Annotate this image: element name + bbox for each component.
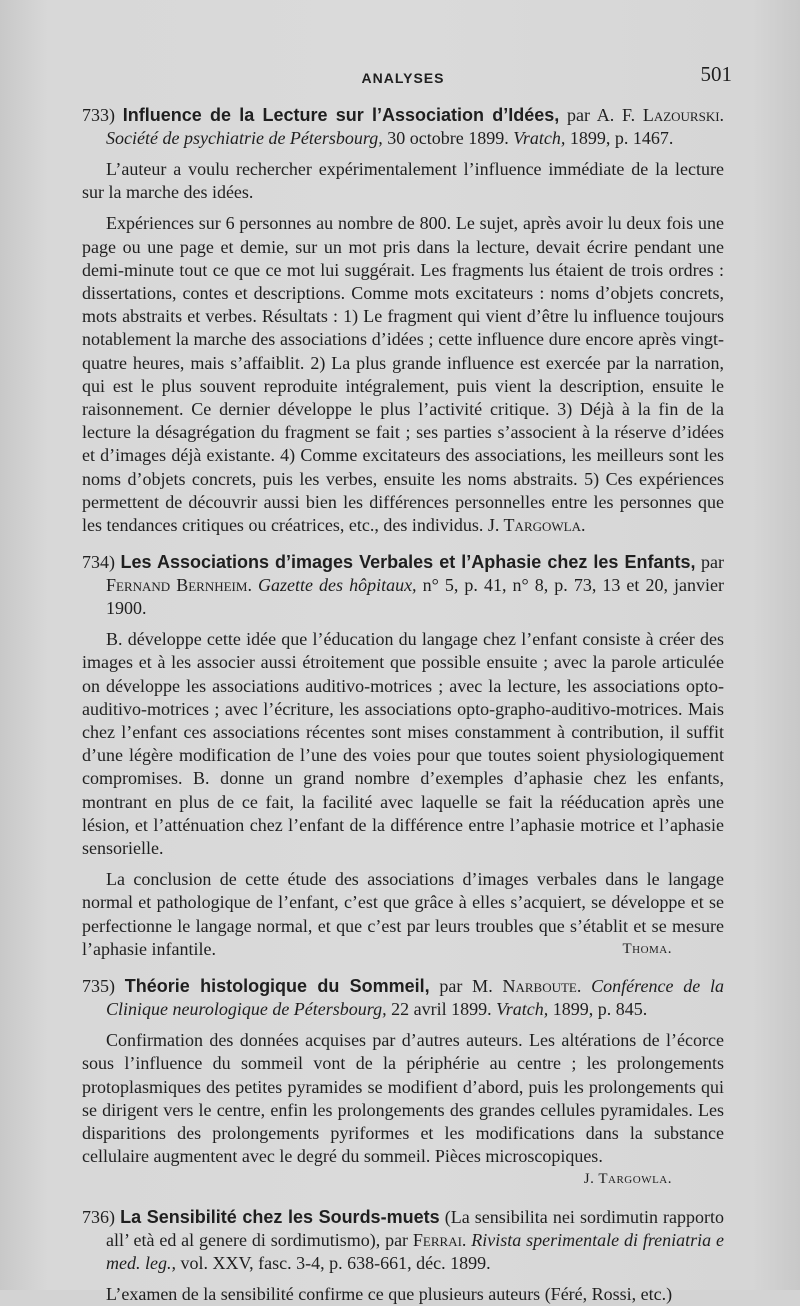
entry-source-detail: 30 octobre 1899. — [387, 128, 509, 148]
entry-number: 733) — [82, 105, 115, 125]
entry-by: par A. F. — [567, 105, 636, 125]
entry-journal: Vratch, — [496, 999, 549, 1020]
entry-733 — [82, 104, 724, 537]
entry-author: Narboute. — [502, 976, 582, 997]
entry-number: 736) — [82, 1206, 115, 1227]
entry-header — [82, 551, 724, 620]
entry-source-detail: vol. XXV, fasc. 3-4, p. 638-661, déc. 1899. — [180, 1252, 491, 1273]
paragraph-text: Expériences sur 6 personnes au nombre de 800. Le sujet, après avoir lu deux fois une page ou une page et demie, sur un mot pris dans la lecture, devait écrire pendant une demi-minute tout ce que ce mot lui suggérait. Les fragments lus étaient de trois ordres : dissertations, contes et descriptions. Comme mots excitateurs : noms d’objets concrets, mots abstraits et verbes. Résultats : 1) Le fragment qui vient d’être lu influence toujours notablement la marche des associations d’idées ; cette influence dure encore après vingt-quatre heures, mais s’affaiblit. 2) La plus grande influence est exercée par la narration, qui est le plus souvent reproduite intégralement, puis vient la description, ensuite le raisonnement. Ce dernier développe le plus l’activité critique. 3) Déjà à la fin de la lecture la désagrégation du fragment se fait ; ses parties s’associent à la réserve d’idées et d’images déjà existante. 4) Comme excitateurs des associations, les meilleurs sont les noms d’objets concrets, puis les verbes, ensuite les noms abstraits. 5) Ces expériences permettent de découvrir aussi bien les différences personnelles entre les personnes que les tendances critiques ou créatrices, etc., des individus. — [82, 213, 724, 536]
paragraph — [82, 212, 724, 537]
entry-by: par M. — [439, 976, 493, 997]
entry-source-detail: n° 5, p. 41, n° 8, p. 73, 13 et 20, janvier 1900. — [106, 575, 724, 619]
entry-author: Lazourski. — [642, 105, 725, 125]
entry-journal-detail: 1899, p. 1467. — [569, 128, 674, 148]
entry-source: Conférence de la Clinique neurologique de Pétersbourg, — [106, 976, 725, 1020]
entry-header — [82, 1206, 724, 1275]
paragraph — [82, 1029, 724, 1191]
entry-header — [82, 975, 724, 1021]
entry-journal: Vratch, — [513, 128, 566, 148]
entry-source-detail: 22 avril 1899. — [391, 999, 492, 1020]
paragraph-text: La conclusion de cette étude des associations d’images verbales dans le langage normal et pathologique de l’enfant, c’est que grâce à elles s’acquiert, se développe et se perfectionne le langage normal, et que c’est par leurs troubles que s’établit et se mesure l’aphasie infantile. — [82, 869, 724, 959]
entry-source: Rivista sperimentale di freniatria e med. leg., — [106, 1229, 725, 1273]
entry-title: Théorie histologique du Sommeil, — [124, 976, 430, 997]
page-number: 501 — [700, 62, 732, 86]
entry-number: 734) — [82, 552, 115, 573]
signature: J. Targowla. — [487, 515, 586, 536]
paragraph-text: Confirmation des données acquises par d’autres auteurs. Les altérations de l’écorce sous l’influence du sommeil vont de la périphérie au centre ; les prolongements protoplasmiques des petites pyramides se modifient d’abord, puis les prolongements qui se dirigent vers le centre, enfin les prolongements des grandes cellules pyramidales. Les disparitions des prolongements pyriformes et les modifications dans la substance cellulaire augmentent avec le degré du sommeil. Pièces microscopiques. — [82, 1030, 724, 1167]
paragraph — [82, 868, 724, 961]
entry-title: Influence de la Lecture sur l’Association d’Idées, — [122, 105, 560, 125]
entry-title: La Sensibilité chez les Sourds-muets — [120, 1206, 440, 1227]
entry-736 — [82, 1206, 724, 1306]
signature: Thoma. — [622, 940, 672, 957]
running-head — [82, 62, 732, 90]
entry-734 — [82, 551, 724, 961]
paragraph: L’auteur a voulu rechercher expérimentalement l’influence immédiate de la lecture sur la marche des idées. — [82, 159, 724, 203]
entry-number: 735) — [82, 976, 115, 997]
entry-735 — [82, 975, 724, 1191]
entry-source: Société de psychiatrie de Pétersbourg, — [106, 128, 383, 148]
entry-title: Les Associations d’images Verbales et l’Aphasie chez les Enfants, — [120, 552, 696, 573]
entry-author: Ferrai. — [412, 1229, 467, 1250]
entry-header — [82, 104, 724, 150]
paragraph: L’examen de la sensibilité confirme ce que plusieurs auteurs (Féré, Rossi, etc.) — [106, 1283, 673, 1304]
paragraph: B. développe cette idée que l’éducation du langage chez l’enfant consiste à créer des images et à les associer aussi étroitement que possible ensuite ; avec la parole articulée on développe les associations auditivo-motrices ; avec la lecture, les associations opto-auditivo-motrices ; avec l’écriture, les associations opto-grapho-auditivo-motrices. Mais chez l’enfant ces associations récentes sont mises constamment à contribution, il suffit d’une légère modification de l’une des voies pour que toutes soient physiologiquement compromises. B. donne un grand nombre d’exemples d’aphasie chez les enfants, montrant en plus de ce fait, la facilité avec laquelle se fait la rééducation après une lésion, et l’atténuation chez l’enfant de la différence entre l’aphasie motrice et l’aphasie sensorielle. — [82, 629, 724, 859]
running-title: ANALYSES — [361, 70, 445, 86]
entry-journal-detail: 1899, p. 845. — [552, 999, 648, 1020]
entry-by: par — [701, 552, 724, 573]
entry-author: Fernand Bernheim. — [106, 575, 252, 596]
entry-source: Gazette des hôpitaux, — [258, 575, 417, 596]
signature: J. Targowla. — [583, 1171, 672, 1188]
entry-subtitle: (La sensibilita nei sordimutin rapporto all’ età ed al genere di sordimutismo), par — [106, 1206, 725, 1250]
